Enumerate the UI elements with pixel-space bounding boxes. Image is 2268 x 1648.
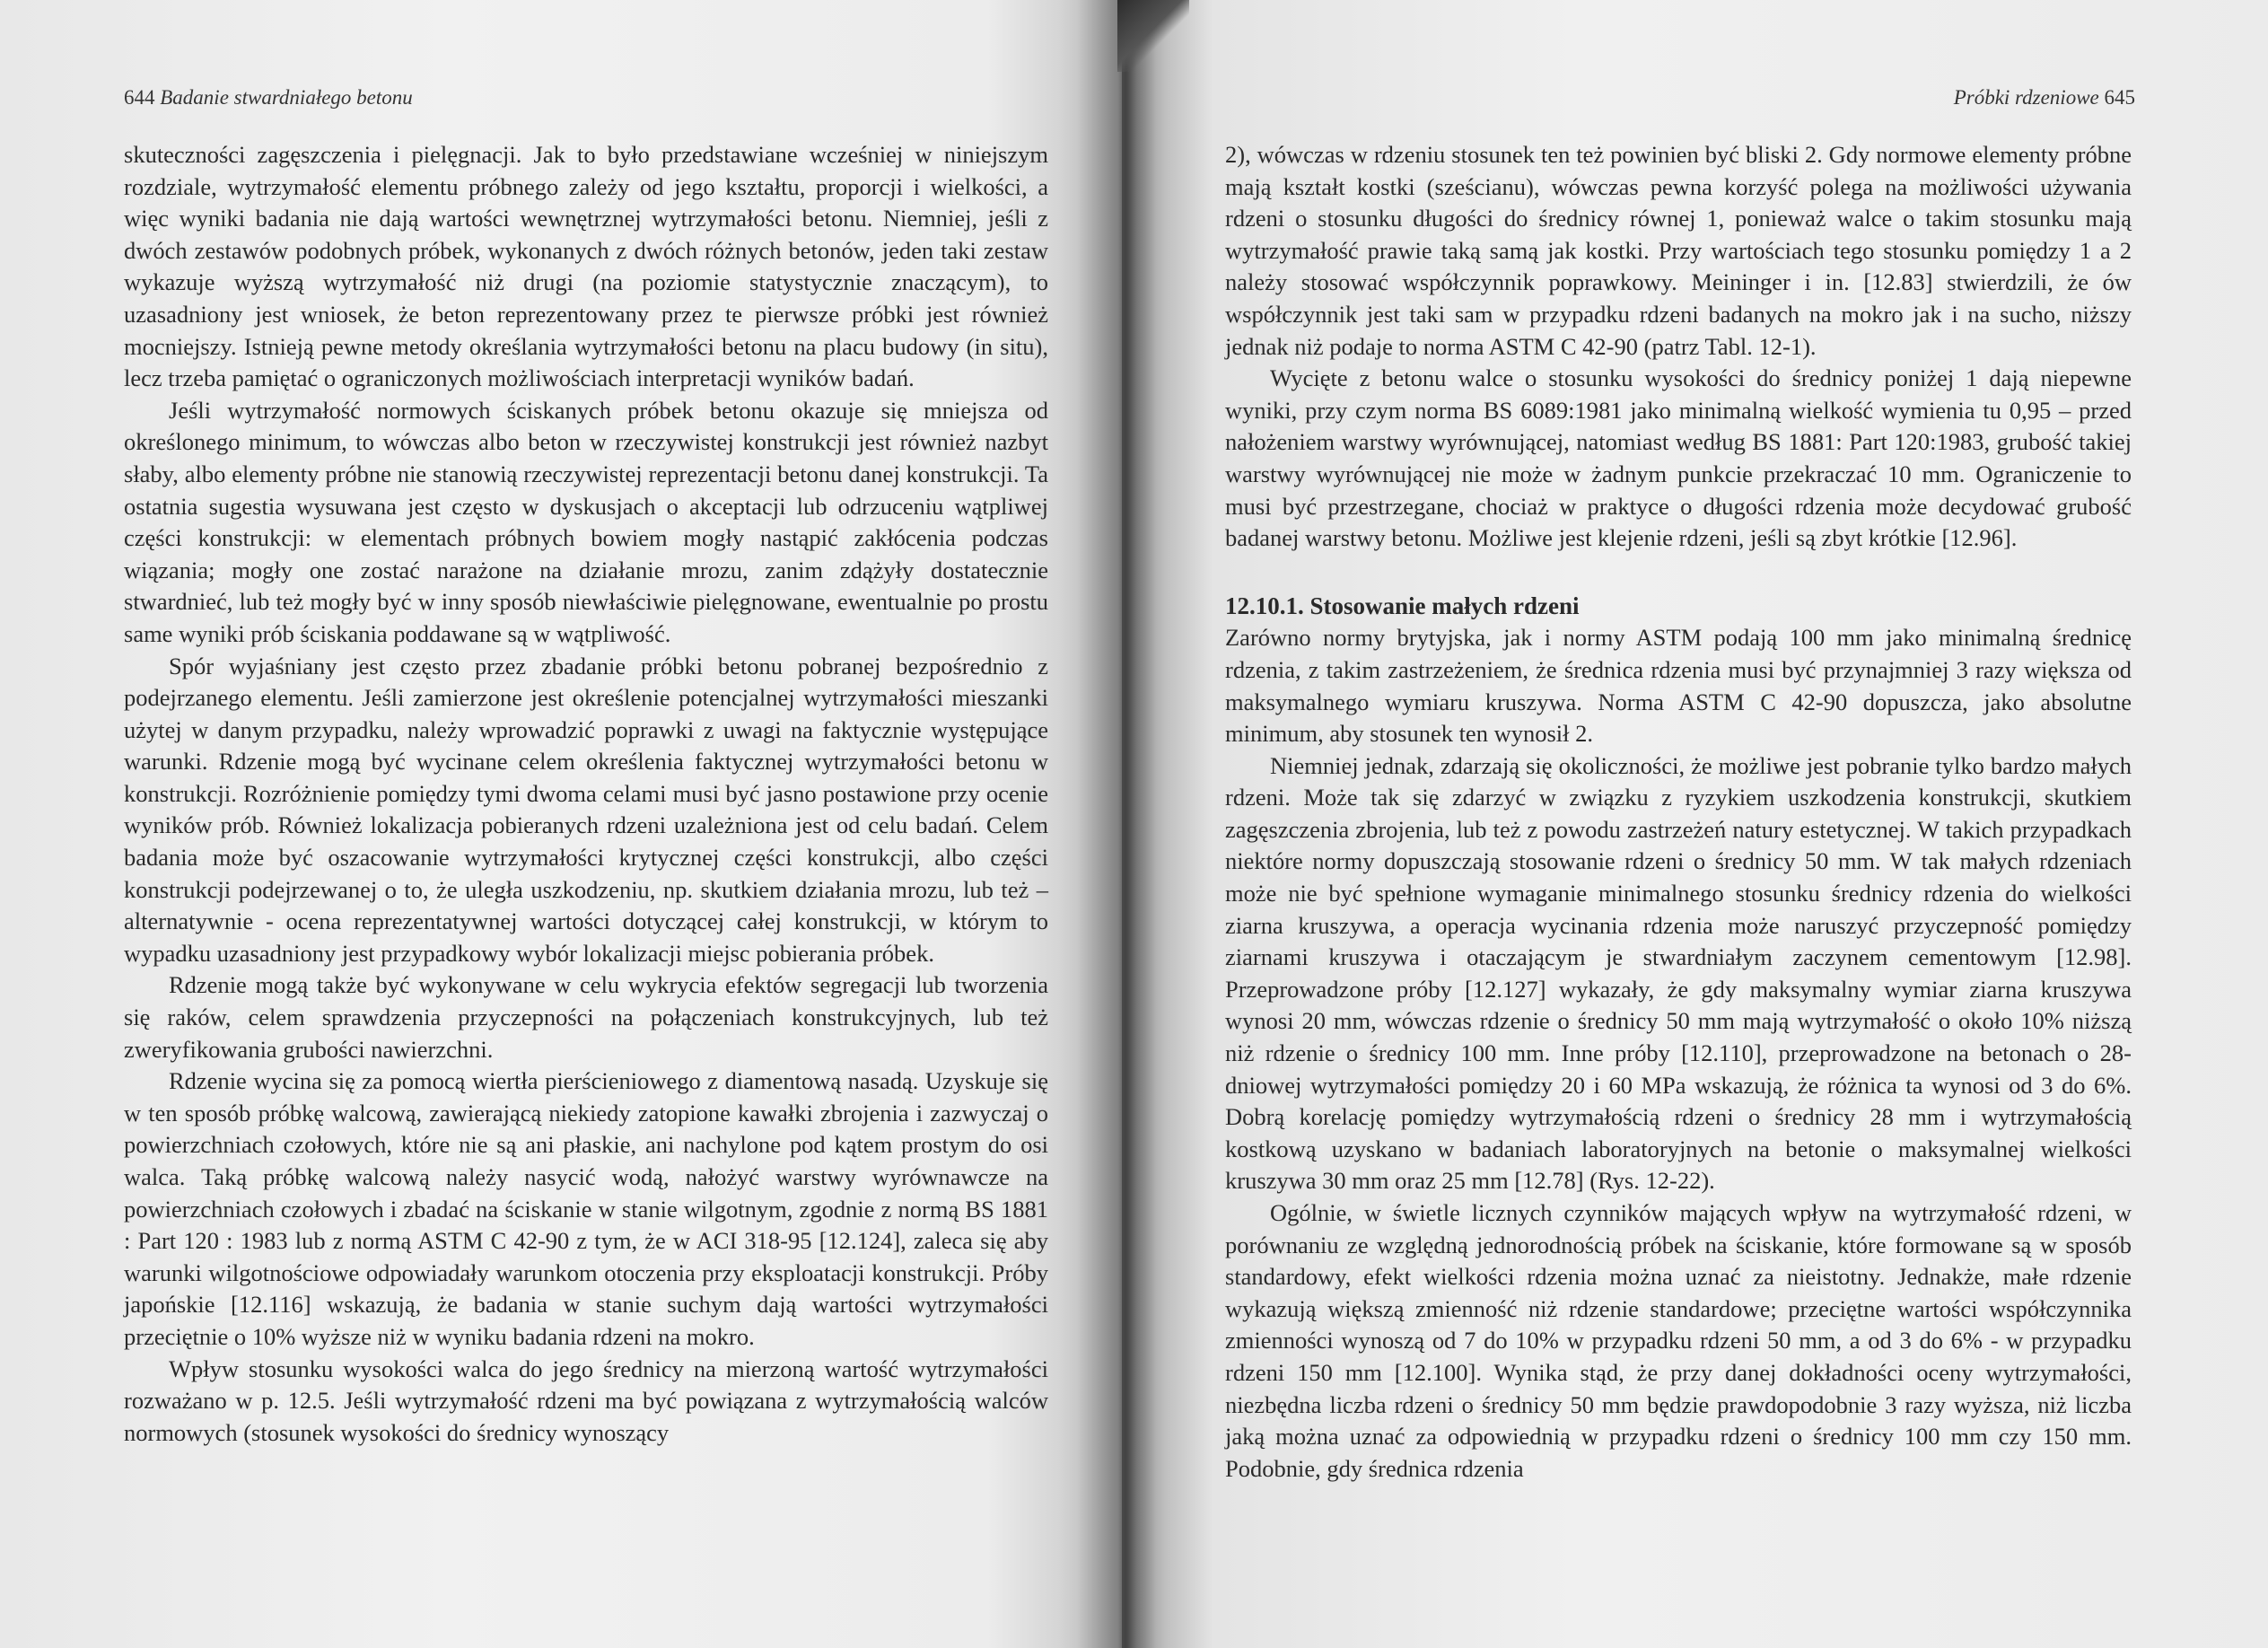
paragraph: Wycięte z betonu walce o stosunku wysokości do średnicy poniżej 1 dają niepewne wyniki, przy czym norma BS 6089:1981 jako minimalną wielkość wymienia tu 0,95 – przed nałożeniem warstwy wyrównującej, natomiast według BS 1881: Part 120:1983, grubość takiej warstwy wyrównującej nie może w żadnym punkcie przekraczać 10 mm. Ograniczenie to musi być przestrzegane, chociaż w praktyce o długości rdzenia może decydować grubość badanej warstwy betonu. Możliwe jest klejenie rdzeni, jeśli są zbyt krótkie [12.96]. bbox=[1225, 364, 2132, 552]
paragraph: Ogólnie, w świetle licznych czynników mających wpływ na wytrzymałość rdzeni, w porównaniu ze względną jednorodnością próbek na ściskanie, które formowane są w sposób standardowy, efekt wielkości rdzenia można uznać za nieistotny. Jednakże, małe rdzenie wykazują większą zmienność niż rdzenie standardowe; przeciętne wartości współczynnika zmienności wynoszą od 7 do 10% w przypadku rdzeni 50 mm, a od 3 do 6% - w przypadku rdzeni 150 mm [12.100]. Wynika stąd, że przy danej dokładności oceny wytrzymałości, niezbędna liczba rdzeni o średnicy 50 mm będzie prawdopodobnie 3 razy wyższa, niż liczba jaką można uznać za odpowiednią w przypadku rdzeni o średnicy 100 mm czy 150 mm. Podobnie, gdy średnica rdzenia bbox=[1225, 1199, 2132, 1482]
paragraph: Niemniej jednak, zdarzają się okoliczności, że możliwe jest pobranie tylko bardzo małych rdzeni. Może tak się zdarzyć w związku z ryzykiem uszkodzenia konstrukcji, skutkiem zagęszczenia zbrojenia, lub też z powodu zastrzeżeń natury estetycznej. W takich przypadkach niektóre normy dopuszczają stosowanie rdzeni o średnicy 50 mm. W tak małych rdzeniach może nie być spełnione wymaganie minimalnego stosunku średnicy rdzenia do wielkości ziarna kruszywa, a operacja wycinania rdzenia może naruszyć przyczepność pomiędzy ziarnami kruszywa i otaczającym je stwardniałym zaczynem cementowym [12.98]. Przeprowadzone próby [12.127] wykazały, że gdy maksymalny wymiar ziarna kruszywa wynosi 20 mm, wówczas rdzenie o średnicy 50 mm mają wytrzymałość o około 10% niższą niż rdzenie o średnicy 100 mm. Inne próby [12.110], przeprowadzone na betonach o 28-dniowej wytrzymałości pomiędzy 20 i 60 MPa wskazują, że różnica ta wynosi od 3 do 6%. Dobrą korelację pomiędzy wytrzymałością rdzeni o średnicy 28 mm i wytrzymałością kostkową uzyskano w badaniach laboratoryjnych na betonie o maksymalnej wielkości kruszywa 30 mm oraz 25 mm [12.78] (Rys. 12-22). bbox=[1225, 751, 2132, 1195]
paragraph: Rdzenie wycina się za pomocą wiertła pierścieniowego z diamentową nasadą. Uzyskuje się w ten sposób próbkę walcową, zawierającą niekiedy zatopione kawałki zbrojenia i zazwyczaj o powierzchniach czołowych, które nie są ani płaskie, ani nachylone pod kątem prostym do osi walca. Taką próbkę walcową należy nasycić wodą, nałożyć warstwy wyrównawcze na powierzchniach czołowych i zbadać na ściskanie w stanie wilgotnym, zgodnie z normą BS 1881 : Part 120 : 1983 lub z normą ASTM C 42-90 z tym, że w ACI 318-95 [12.124], zaleca się aby warunki wilgotnościowe odpowiadały warunkom otoczenia przy eksploatacji konstrukcji. Próby japońskie [12.116] wskazują, że badania w stanie suchym dają wartości wytrzymałości przeciętnie o 10% wyższe niż w wyniku badania rdzeni na mokro. bbox=[124, 1067, 1048, 1350]
right-running-title: Próbki rdzeniowe bbox=[1953, 86, 2099, 109]
left-page-number: 644 bbox=[124, 86, 155, 109]
right-page bbox=[1122, 0, 2268, 1648]
left-running-title: Badanie stwardniałego betonu bbox=[160, 86, 413, 109]
paragraph: 2), wówczas w rdzeniu stosunek ten też powinien być bliski 2. Gdy normowe elementy próbne mają kształt kostki (sześcianu), wówczas pewna korzyść polega na możliwości używania rdzeni o stosunku długości do średnicy równej 1, ponieważ walce o takim stosunku mają wytrzymałość prawie taką samą jak kostki. Przy wartościach tego stosunku pomiędzy 1 a 2 należy stosować współczynnik poprawkowy. Meininger i in. [12.83] stwierdzili, że ów współczynnik jest taki sam w przypadku rdzeni badanych na mokro jak i na sucho, niższy jednak niż podaje to norma ASTM C 42-90 (patrz Tabl. 12-1). bbox=[1225, 141, 2132, 360]
section-heading: 12.10.1. Stosowanie małych rdzeni bbox=[1225, 592, 1580, 619]
paragraph: Zarówno normy brytyjska, jak i normy ASTM podają 100 mm jako minimalną średnicę rdzenia, z takim zastrzeżeniem, że średnica rdzenia musi być przynajmniej 3 razy większa od maksymalnego wymiaru kruszywa. Norma ASTM C 42-90 dopuszcza, jako absolutne minimum, aby stosunek ten wynosił 2. bbox=[1225, 624, 2132, 748]
paragraph: skuteczności zagęszczenia i pielęgnacji. Jak to było przedstawiane wcześniej w niniejszym rozdziale, wytrzymałość elementu próbnego zależy od jego kształtu, proporcji i wielkości, a więc wyniki badania nie dają wartości wewnętrznej wytrzymałości betonu. Niemniej, jeśli z dwóch zestawów podobnych próbek, wykonanych z dwóch różnych betonów, jeden taki zestaw wykazuje wyższą wytrzymałość niż drugi (na poziomie statystycznie znaczącym), to uzasadniony jest wniosek, że beton reprezentowany przez te pierwsze próbki jest również mocniejszy. Istnieją pewne metody określania wytrzymałości betonu na placu budowy (in situ), lecz trzeba pamiętać o ograniczonych możliwościach interpretacji wyników badań. bbox=[124, 141, 1048, 392]
left-running-head bbox=[124, 86, 413, 110]
paragraph: Spór wyjaśniany jest często przez zbadanie próbki betonu pobranej bezpośrednio z podejrzanego elementu. Jeśli zamierzone jest określenie potencjalnej wytrzymałości mieszanki użytej w danym przypadku, należy wprowadzić poprawki z uwagi na faktycznie występujące warunki. Rdzenie mogą być wycinane celem określenia faktycznej wytrzymałości betonu w konstrukcji. Rozróżnienie pomiędzy tymi dwoma celami musi być jasno postawione przy ocenie wyników prób. Również lokalizacja pobieranych rdzeni uzależniona jest od celu badań. Celem badania może być oszacowanie wytrzymałości krytycznej części konstrukcji, albo części konstrukcji podejrzewanej o to, że uległa uszkodzeniu, np. skutkiem działania mrozu, lub też – alternatywnie - ocena reprezentatywnej wartości dotyczącej całej konstrukcji, w którym to wypadku uzasadniony jest przypadkowy wybór lokalizacji miejsc pobierania próbek. bbox=[124, 652, 1048, 967]
left-body-text bbox=[124, 139, 1048, 1449]
paragraph: Jeśli wytrzymałość normowych ściskanych próbek betonu okazuje się mniejsza od określonego minimum, to wówczas albo beton w rzeczywistej konstrukcji jest również nazbyt słaby, albo elementy próbne nie stanowią rzeczywistej reprezentacji betonu danej konstrukcji. Ta ostatnia sugestia wysuwana jest często w dyskusjach o akceptacji lub odrzuceniu wątpliwej części konstrukcji: w elementach próbnych bowiem mogły nastąpić zakłócenia podczas wiązania; mogły one zostać narażone na działanie mrozu, zanim zdążyły dostatecznie stwardnieć, lub też mogły być w inny sposób niewłaściwie pielęgnowane, ewentualnie po prostu same wyniki prób ściskania poddawane są w wątpliwość. bbox=[124, 396, 1048, 647]
right-running-head bbox=[1954, 86, 2135, 110]
right-body-text bbox=[1225, 139, 2132, 1485]
paragraph: Wpływ stosunku wysokości walca do jego średnicy na mierzoną wartość wytrzymałości rozważano w p. 12.5. Jeśli wytrzymałość rdzeni ma być powiązana z wytrzymałością walców normowych (stosunek wysokości do średnicy wynoszący bbox=[124, 1354, 1048, 1446]
paragraph: Rdzenie mogą także być wykonywane w celu wykrycia efektów segregacji lub tworzenia się raków, celem sprawdzenia przyczepności na połączeniach konstrukcyjnych, lub też zweryfikowania grubości nawierzchni. bbox=[124, 971, 1048, 1063]
left-page bbox=[0, 0, 1122, 1648]
right-page-number: 645 bbox=[2104, 86, 2135, 109]
